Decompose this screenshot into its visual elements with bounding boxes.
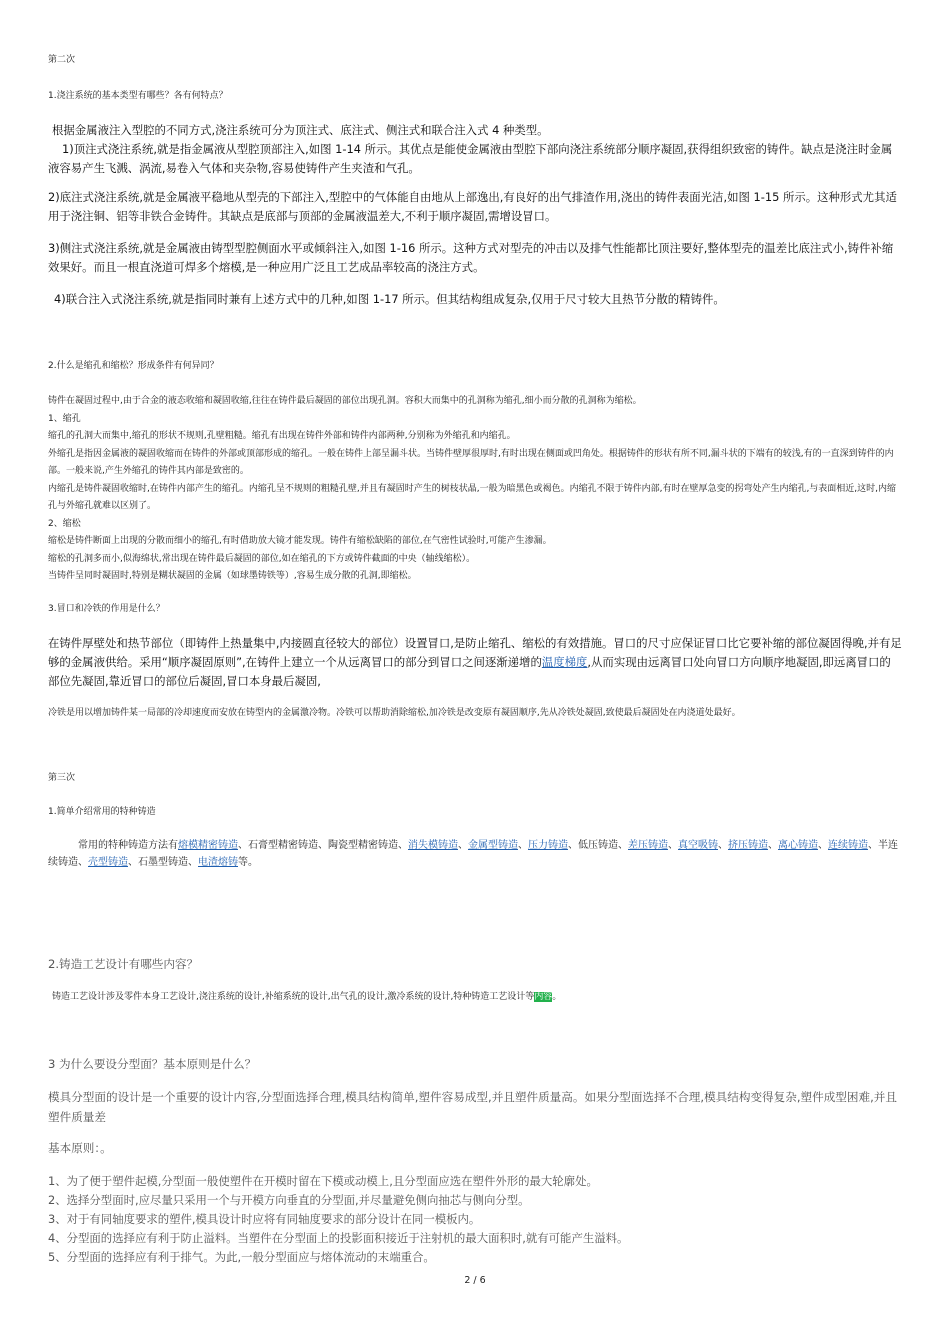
section-heading-2: 第二次 [48,55,76,65]
principle-item: 2、选择分型面时,应尽量只采用一个与开模方向垂直的分型面,并尽量避免侧向抽芯与侧向分型。 [48,1193,530,1207]
link-centrifugal-casting[interactable]: 离心铸造 [778,840,818,851]
process-design-body: 铸造工艺设计涉及零件本身工艺设计,浇注系统的设计,补缩系统的设计,出气孔的设计,激冷系统的设计,特种铸造工艺设计等 [52,992,535,1002]
highlighted-word: 内容 [534,992,553,1002]
question-1-answer [48,121,902,178]
basic-principles-label: 基本原则：。 [48,1141,112,1155]
q1-paragraph-top-pour: 1)顶注式浇注系统,就是指金属液从型腔顶部注入,如图 1-14 所示。其优点是能使金属液由型腔下部向浇注系统部分顺序凝固,获得组织致密的铸件。缺点是浇注时金属液容易产生飞溅、涡流,易卷入气体和夹杂物,容易使铸件产生夹渣和气孔。 [48,142,893,175]
question-3-title: 3.冒口和冷铁的作用是什么？ [48,604,165,614]
link-metal-mold-casting[interactable]: 金属型铸造 [468,840,518,851]
q2-line-internal-cavity: 内缩孔是铸件凝固收缩时,在铸件内部产生的缩孔。内缩孔呈不规则的粗糙孔壁,并且有凝固时产生的树枝状晶,一般为暗黑色或褐色。内缩孔不限于铸件内部,有时在壁厚急变的拐弯处产生内缩孔,与表面相近,这时,内缩孔与外缩孔就难以区别了。 [48,483,897,511]
process-design-title: 2.铸造工艺设计有哪些内容？ [48,957,199,971]
link-die-casting[interactable]: 压力铸造 [528,840,568,851]
link-shell-mold-casting[interactable]: 壳型铸造 [88,857,128,868]
text-plaster-casting: 石膏型精密铸造 [248,840,318,851]
text-ceramic-casting: 陶瓷型精密铸造 [328,840,398,851]
parting-surface-title: 3 为什么要设分型面？基本原则是什么？ [48,1057,257,1071]
link-electroslag-casting[interactable]: 电渣熔铸 [198,857,238,868]
q1-paragraph-side-pour: 3)侧注式浇注系统,就是金属液由铸型型腔侧面水平或倾斜注入,如图 1-16 所示。这种方式对型壳的冲击以及排气性能都比顶注要好,整体型壳的温差比底注式小,铸件补缩效果好。而且一根直浇道可焊多个熔模,是一种应用广泛且工艺成品率较高的浇注方式。 [48,241,894,274]
q3-riser-text-b: ,从而实现由远离冒口处向冒口方向顺序地凝固,即远离冒口的部位先凝固,靠近冒口的部位后凝固,冒口本身最后凝固, [48,655,891,688]
q2-line-porosity-shape: 缩松的孔洞多而小,似海绵状,常出现在铸件最后凝固的部位,如在缩孔的下方或铸件截面的中央（轴线缩松）。 [48,553,476,564]
q3-paragraph-chill: 冷铁是用以增加铸件某一局部的冷却速度而安放在铸型内的金属激冷物。冷铁可以帮助消除缩松,加冷铁是改变原有凝固顺序,先从冷铁处凝固,致使最后凝固处在内浇道处最好。 [48,708,741,718]
link-lost-foam-casting[interactable]: 消失模铸造 [408,840,458,851]
principles-list [48,1172,902,1267]
q2-line-shrinkage-cavity: 缩孔的孔洞大而集中,缩孔的形状不规则,孔壁粗糙。缩孔有出现在铸件外部和铸件内部两种,分别称为外缩孔和内缩孔。 [48,431,516,441]
question-2-answer [48,393,902,586]
q2-line-definition: 铸件在凝固过程中,由于合金的液态收缩和凝固收缩,往往在铸件最后凝固的部位出现孔洞。容积大而集中的孔洞称为缩孔,细小而分散的孔洞称为缩松。 [48,396,642,406]
section-heading-3: 第三次 [48,773,76,783]
q1-paragraph-bottom-pour: 2)底注式浇注系统,就是金属液平稳地从型壳的下部注入,型腔中的气体能自由地从上部逸出,有良好的出气排渣作用,浇出的铸件表面光洁,如图 1-15 所示。这种形式尤其适用于浇注铜、铝等非铁合金铸件。其缺点是底部与顶部的金属液温差大,不利于顺序凝固,需增设冒口。 [48,190,897,223]
link-vacuum-suction-casting[interactable]: 真空吸铸 [678,840,718,851]
link-squeeze-casting[interactable]: 挤压铸造 [728,840,768,851]
question-2-title: 2.什么是缩孔和缩松？形成条件有何异同？ [48,361,219,371]
link-continuous-casting[interactable]: 连续铸造 [828,840,868,851]
process-design-paragraph: 铸造工艺设计涉及零件本身工艺设计,浇注系统的设计,补缩系统的设计,出气孔的设计,激冷系统的设计,特种铸造工艺设计等内容。 [52,992,562,1002]
text-semi-continuous-casting: 半连续铸造 [48,840,898,868]
text-low-pressure-casting: 低压铸造 [578,840,618,851]
q3-paragraph-riser [48,634,902,691]
q2-line-porosity-heading: 2、缩松 [48,518,81,529]
parting-surface-paragraph: 模具分型面的设计是一个重要的设计内容,分型面选择合理,模具结构简单,塑件容易成型,并且塑件质量高。如果分型面选择不合理,模具结构变得复杂,塑件成型困难,并且塑件质量差 [48,1090,897,1124]
temperature-gradient-link[interactable]: 温度梯度 [541,655,588,669]
principle-item: 1、为了便于塑件起模,分型面一般使塑件在开模时留在下模或动模上,且分型面应选在塑件外形的最大轮廓处。 [48,1174,598,1188]
principle-item: 5、分型面的选择应有利于排气。为此,一般分型面应与熔体流动的末端重合。 [48,1250,435,1264]
q2-line-porosity-formation: 当铸件呈同时凝固时,特别是糊状凝固的金属（如球墨铸铁等）,容易生成分散的孔洞,即缩松。 [48,571,417,581]
q2-line-external-cavity: 外缩孔是指因金属液的凝固收缩而在铸件的外部或顶部形成的缩孔。一般在铸件上部呈漏斗状。当铸件壁厚很厚时,有时出现在侧面或凹角处。根据铸件的形状有所不同,漏斗状的下端有的较浅,有的一直深到铸件的内部。一般来说,产生外缩孔的铸件其内部是致密的。 [48,448,894,476]
q2-line-porosity: 缩松是铸件断面上出现的分散而细小的缩孔,有时借助放大镜才能发现。铸件有缩松缺陷的部位,在气密性试验时,可能产生渗漏。 [48,536,552,546]
link-investment-casting[interactable]: 熔模精密铸造 [178,840,238,851]
link-differential-pressure-casting[interactable]: 差压铸造 [628,840,668,851]
special-casting-lead: 常用的特种铸造方法有 [78,840,178,851]
page-number: 2 / 6 [464,1275,486,1286]
q1-paragraph-combined-pour: 4)联合注入式浇注系统,就是指同时兼有上述方式中的几种,如图 1-17 所示。但其结构组成复杂,仅用于尺寸较大且热节分散的精铸件。 [54,292,725,306]
principle-item: 4、分型面的选择应有利于防止溢料。当塑件在分型面上的投影面积接近于注射机的最大面积时,就有可能产生溢料。 [48,1231,629,1245]
q3-riser-text-a: 在铸件厚壁处和热节部位（即铸件上热量集中,内接圆直径较大的部位）设置冒口,是防止缩孔、缩松的有效措施。冒口的尺寸应保证冒口比它要补缩的部位凝固得晚,并有足够的金属液供给。采用“顺序凝固原则”,在铸件上建立一个从远离冒口的部分到冒口之间逐渐递增的 [48,636,902,669]
special-casting-title: 1.简单介绍常用的特种铸造 [48,807,156,817]
principle-item: 3、对于有同轴度要求的塑件,模具设计时应将有同轴度要求的部分设计在同一模板内。 [48,1212,481,1226]
q1-paragraph-intro: 根据金属液注入型腔的不同方式,浇注系统可分为顶注式、底注式、侧注式和联合注入式 4 种类型。 [52,123,549,137]
text-graphite-mold-casting: 石墨型铸造 [138,857,188,868]
question-1-title: 1.浇注系统的基本类型有哪些？各有何特点？ [48,91,228,101]
special-casting-paragraph: 常用的特种铸造方法有熔模精密铸造、石膏型精密铸造、陶瓷型精密铸造、消失模铸造、金属型铸造、压力铸造、低压铸造、差压铸造、真空吸铸、挤压铸造、离心铸造、连续铸造、半连续铸造、壳型铸造、石墨型铸造、电渣熔铸等。 [48,840,898,868]
q2-line-shrinkage-cavity-heading: 1、缩孔 [48,413,81,424]
